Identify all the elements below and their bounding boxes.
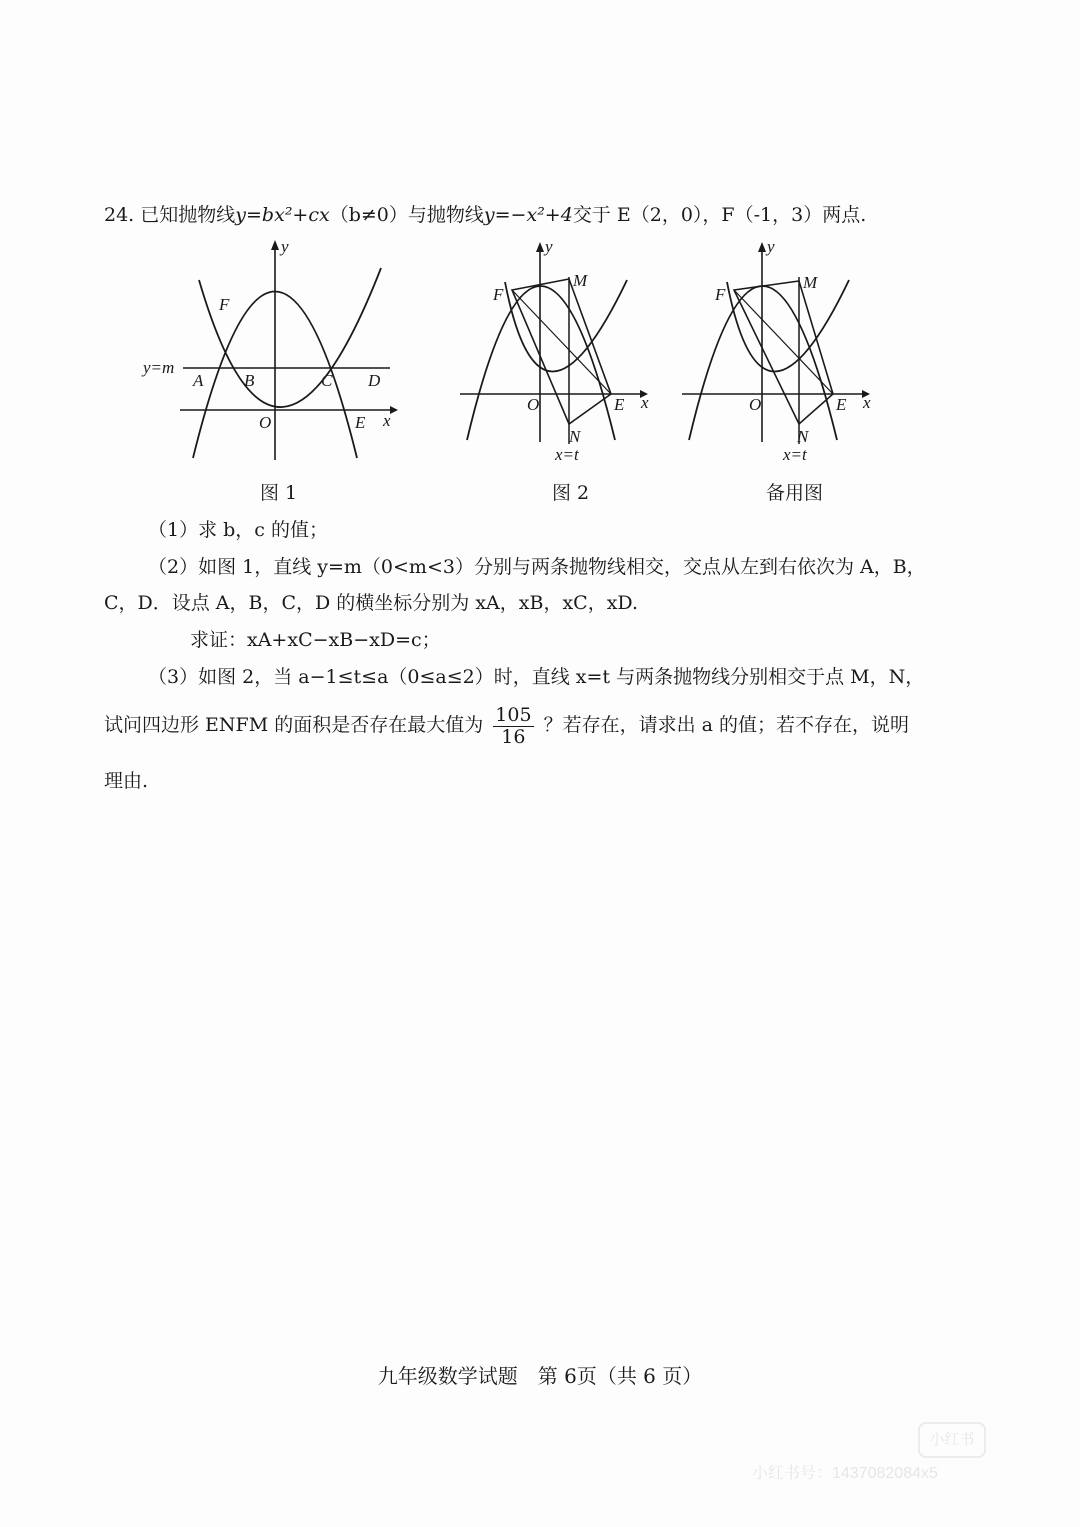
parabola-down: [689, 286, 837, 440]
figure-backup: [677, 232, 892, 467]
part-1: （1）求 b，c 的值；: [148, 519, 328, 541]
part-3-line-2: 试问四边形 ENFM 的面积是否存在最大值为 $\frac{105}{16}$ ？若存在，请求出 a 的值；若不存在，说明: [104, 703, 909, 748]
part-3-line-1: （3）如图 2，当 a−1≤t≤a（0≤a≤2）时，直线 x=t 与两条抛物线分别相交于点 M，N，: [148, 666, 925, 688]
watermark-badge: 小红书: [918, 1422, 986, 1458]
label-E: E: [355, 413, 366, 432]
label-O: O: [259, 413, 272, 432]
y-axis-arrow: [271, 240, 279, 250]
figure-2: [455, 232, 670, 467]
part-2-line-1: （2）如图 1，直线 y=m（0<m<3）分别与两条抛物线相交，交点从左到右依次为 A，B，: [148, 556, 926, 578]
label-x: x: [641, 393, 649, 412]
part-2-prove: 求证：xA+xC−xB−xD=c；: [190, 629, 441, 651]
label-y: y: [767, 237, 775, 256]
label-y: y: [545, 237, 553, 256]
label-N: N: [797, 427, 809, 446]
watermark-id: 小红书号：1437082084x5: [752, 1465, 938, 1482]
label-E: E: [614, 395, 625, 414]
label-x: x: [863, 393, 871, 412]
label-O: O: [749, 395, 762, 414]
figure-backup-caption: 备用图: [766, 482, 824, 504]
part-3-line-3: 理由.: [104, 770, 149, 792]
label-x: x: [383, 411, 391, 430]
label-y-m: y=m: [143, 358, 175, 377]
label-C: C: [321, 371, 333, 390]
label-A: A: [193, 371, 204, 390]
label-O: O: [527, 395, 540, 414]
figure-1: [135, 230, 405, 470]
label-D: D: [368, 371, 381, 390]
figure-2-caption: 图 2: [552, 482, 590, 504]
fraction-105-16: $\frac{105}{16}$: [495, 703, 532, 748]
label-F: F: [493, 285, 504, 304]
parabola-down: [467, 286, 615, 440]
label-x-t: x=t: [555, 445, 579, 464]
label-y: y: [281, 237, 289, 256]
part-2-line-2: C，D．设点 A，B，C，D 的横坐标分别为 xA，xB，xC，xD.: [104, 592, 639, 614]
parabola-up: [199, 268, 381, 407]
problem-number: 24.: [104, 204, 135, 226]
page-footer: 九年级数学试题 第 6页（共 6 页）: [377, 1364, 703, 1388]
problem-stem: 24. 已知抛物线y=bx²+cx（b≠0）与抛物线y=−x²+4交于 E（2，0），F（-1，3）两点.: [104, 204, 867, 226]
label-M: M: [803, 273, 818, 292]
figure-1-caption: 图 1: [260, 482, 298, 504]
label-M: M: [573, 271, 588, 290]
label-F: F: [219, 295, 230, 314]
x-axis-arrow: [390, 406, 398, 414]
label-N: N: [569, 427, 581, 446]
label-B: B: [244, 371, 255, 390]
label-E: E: [836, 395, 847, 414]
label-F: F: [715, 285, 726, 304]
label-x-t: x=t: [783, 445, 807, 464]
